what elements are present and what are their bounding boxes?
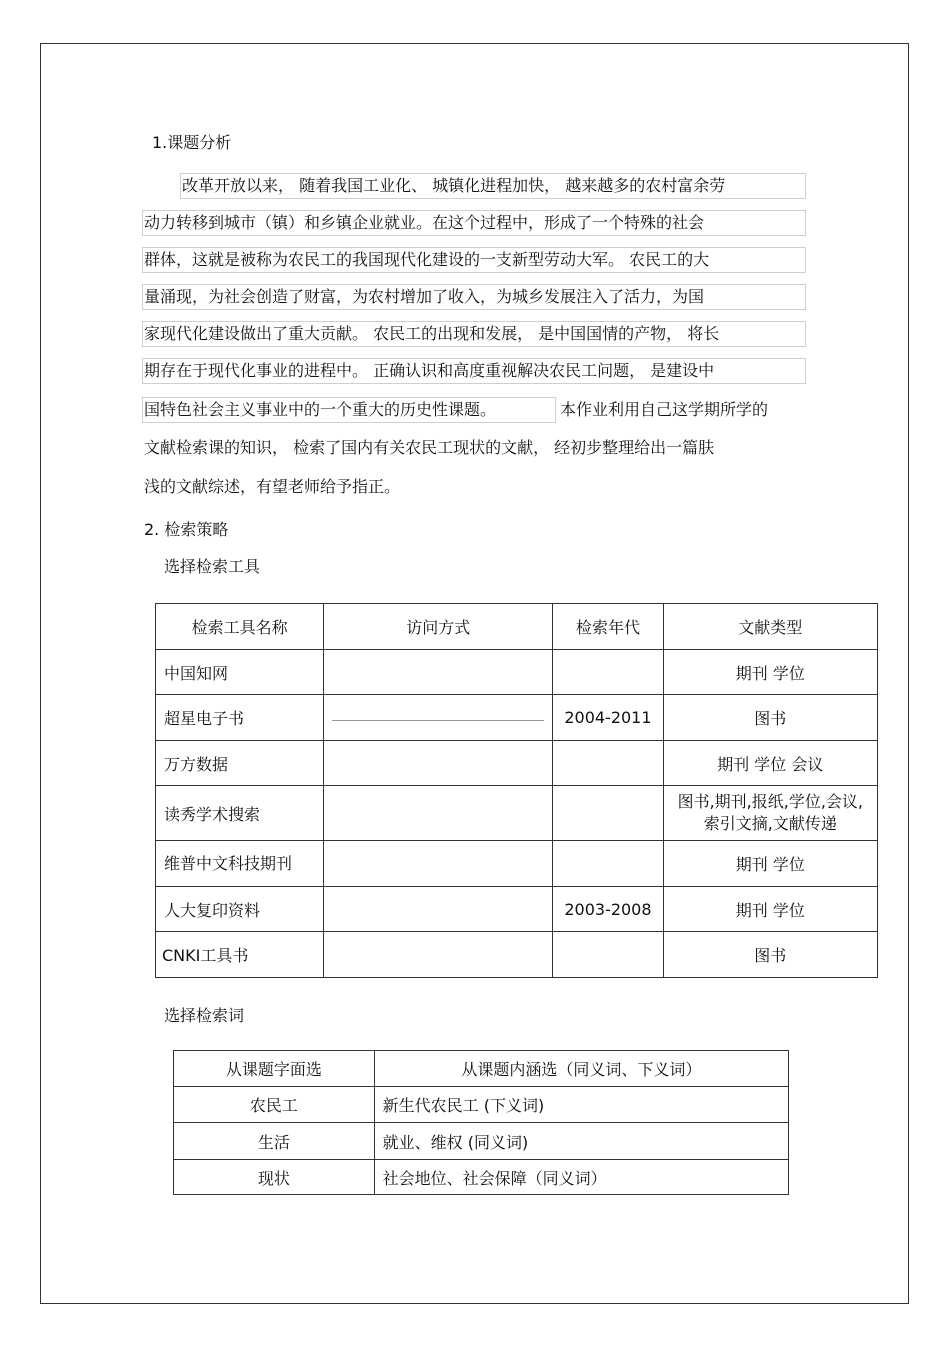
tool-name-cell: 读秀学术搜索 (156, 786, 324, 841)
table-header-cell: 访问方式 (324, 604, 553, 650)
years-cell (553, 650, 663, 695)
table-header-row (174, 1051, 789, 1087)
paragraph-line: 群体，这就是被称为农民工的我国现代化建设的一支新型劳动大军。 农民工的大 (144, 250, 710, 269)
table-header-cell: 文献类型 (663, 604, 877, 650)
table-header-row (156, 604, 878, 650)
access-cell (324, 786, 553, 841)
connotation-term-cell: 就业、维权 (同义词) (374, 1123, 788, 1160)
table-row (156, 841, 878, 887)
years-cell (553, 741, 663, 786)
access-cell (324, 695, 553, 741)
paragraph-line: 国特色社会主义事业中的一个重大的历史性课题。 (144, 400, 497, 419)
paragraph-line: 家现代化建设做出了重大贡献。 农民工的出现和发展， 是中国国情的产物， 将长 (144, 324, 720, 343)
access-cell (324, 932, 553, 978)
terms-table (173, 1050, 789, 1195)
tool-name-cell: 维普中文科技期刊 (156, 841, 324, 887)
tool-name-cell: 中国知网 (156, 650, 324, 695)
access-cell (324, 741, 553, 786)
access-cell (324, 650, 553, 695)
doc-type-cell: 期刊 学位 会议 (663, 741, 877, 786)
table-row (156, 695, 878, 741)
years-cell (553, 932, 663, 978)
table-row (174, 1123, 789, 1160)
table-header-cell: 检索工具名称 (156, 604, 324, 650)
literal-term-cell: 现状 (174, 1160, 375, 1195)
table-header-cell: 从课题内涵选（同义词、下义词） (374, 1051, 788, 1087)
paragraph-line: 本作业利用自己这学期所学的 (560, 400, 769, 419)
tool-name-cell: CNKI工具书 (156, 932, 324, 978)
tools-label: 选择检索工具 (164, 557, 261, 576)
table-row (156, 741, 878, 786)
section-2-title: 2. 检索策略 (144, 520, 229, 539)
doc-type-cell: 期刊 学位 (663, 887, 877, 932)
doc-type-cell: 期刊 学位 (663, 650, 877, 695)
paragraph-line: 文献检索课的知识， 检索了国内有关农民工现状的文献， 经初步整理给出一篇肤 (144, 438, 715, 457)
terms-label: 选择检索词 (164, 1006, 245, 1025)
section-1-title: 1.课题分析 (152, 133, 232, 152)
table-row (156, 650, 878, 695)
literal-term-cell: 农民工 (174, 1087, 375, 1123)
paragraph-line: 改革开放以来， 随着我国工业化、 城镇化进程加快， 越来越多的农村富余劳 (182, 176, 726, 195)
doc-type-cell: 图书 (663, 695, 877, 741)
years-cell: 2003-2008 (553, 887, 663, 932)
paragraph-line: 量涌现，为社会创造了财富，为农村增加了收入，为城乡发展注入了活力，为国 (144, 287, 705, 306)
connotation-term-cell: 新生代农民工 (下义词) (374, 1087, 788, 1123)
doc-type-cell: 图书,期刊,报纸,学位,会议,索引文摘,文献传递 (663, 786, 877, 841)
inner-underline (332, 720, 544, 721)
access-cell (324, 887, 553, 932)
literal-term-cell: 生活 (174, 1123, 375, 1160)
years-cell (553, 841, 663, 887)
doc-type-cell: 图书 (663, 932, 877, 978)
tool-name-cell: 人大复印资料 (156, 887, 324, 932)
years-cell (553, 786, 663, 841)
years-cell: 2004-2011 (553, 695, 663, 741)
tool-name-cell: 万方数据 (156, 741, 324, 786)
table-header-cell: 从课题字面选 (174, 1051, 375, 1087)
table-row (174, 1160, 789, 1195)
tool-name-cell: 超星电子书 (156, 695, 324, 741)
paragraph-line: 动力转移到城市（镇）和乡镇企业就业。在这个过程中，形成了一个特殊的社会 (144, 213, 705, 232)
tools-table (155, 603, 878, 978)
table-row (156, 932, 878, 978)
table-row (156, 786, 878, 841)
paragraph-line: 期存在于现代化事业的进程中。 正确认识和高度重视解决农民工问题， 是建设中 (144, 361, 715, 380)
access-cell (324, 841, 553, 887)
table-header-cell: 检索年代 (553, 604, 663, 650)
doc-type-cell: 期刊 学位 (663, 841, 877, 887)
table-row (174, 1087, 789, 1123)
connotation-term-cell: 社会地位、社会保障（同义词） (374, 1160, 788, 1195)
table-row (156, 887, 878, 932)
paragraph-line: 浅的文献综述，有望老师给予指正。 (144, 477, 401, 496)
